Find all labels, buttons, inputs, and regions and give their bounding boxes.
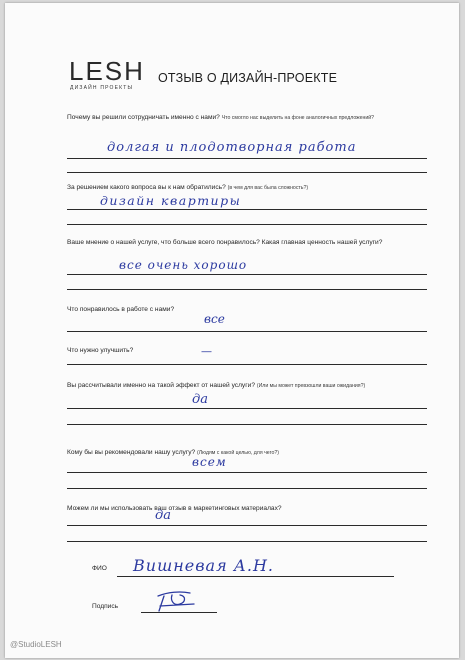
question-6-text: Вы рассчитывали именно на такой эффект от нашей услуги? bbox=[67, 382, 255, 389]
answer-line bbox=[67, 424, 427, 425]
signature-label: Подпись bbox=[92, 603, 119, 610]
answer-3: все очень хорошо bbox=[119, 258, 248, 272]
question-7-hint: (Людям с какой целью, для чего?) bbox=[197, 450, 279, 456]
answer-line bbox=[67, 172, 427, 173]
fio-value: Вишневая А.Н. bbox=[133, 556, 274, 575]
question-2-hint: (в чем для вас была сложность?) bbox=[227, 185, 309, 191]
question-1-hint: Что смогло нас выделить на фоне аналогичных предложений? bbox=[221, 115, 375, 121]
question-7-text: Кому бы вы рекомендовали нашу услугу? bbox=[67, 449, 196, 456]
signature-line bbox=[141, 612, 217, 613]
answer-line bbox=[67, 541, 427, 542]
question-8 bbox=[67, 504, 437, 514]
watermark: @StudioLESH bbox=[10, 640, 62, 649]
question-6-hint: (Или мы может превзошли ваши ожидания?) bbox=[256, 383, 366, 389]
answer-line bbox=[67, 488, 427, 489]
question-5-text: Что нужно улучшить? bbox=[67, 347, 134, 354]
question-1-text: Почему вы решили сотрудничать именно с нами? bbox=[67, 114, 220, 121]
answer-2: дизайн квартиры bbox=[100, 193, 242, 208]
answer-line bbox=[67, 158, 427, 159]
answer-1: долгая и плодотворная работа bbox=[107, 140, 357, 155]
answer-line bbox=[67, 274, 427, 275]
answer-line bbox=[67, 224, 427, 225]
answer-line bbox=[67, 472, 427, 473]
answer-7: всем bbox=[192, 455, 227, 469]
answer-5: — bbox=[201, 345, 212, 358]
answer-line bbox=[67, 525, 427, 526]
answer-6: да bbox=[192, 392, 208, 407]
question-5 bbox=[67, 346, 437, 356]
question-2-text: За решением какого вопроса вы к нам обратились? bbox=[67, 184, 226, 191]
question-1 bbox=[67, 113, 437, 123]
question-3-text: Ваше мнение о нашей услуге, что больше всего понравилось? Какая главная ценность нашей услуги? bbox=[67, 239, 383, 246]
answer-line bbox=[67, 408, 427, 409]
question-7 bbox=[67, 448, 437, 458]
question-4 bbox=[67, 305, 437, 315]
fio-label: ФИО bbox=[92, 565, 107, 572]
brand-logo: LESH bbox=[69, 56, 145, 86]
fio-line bbox=[117, 576, 394, 577]
answer-line bbox=[67, 364, 427, 365]
answer-line bbox=[67, 209, 427, 210]
page-title: ОТЗЫВ О ДИЗАЙН-ПРОЕКТЕ bbox=[158, 71, 338, 85]
answer-line bbox=[67, 289, 427, 290]
answer-line bbox=[67, 331, 427, 332]
question-8-text: Можем ли мы использовать ваш отзыв в маркетинговых материалах? bbox=[67, 505, 282, 512]
question-3 bbox=[67, 238, 437, 248]
signature-scribble bbox=[150, 586, 210, 614]
answer-8: да bbox=[155, 508, 171, 523]
question-6 bbox=[67, 381, 437, 391]
question-4-text: Что понравилось в работе с нами? bbox=[67, 306, 175, 313]
question-2 bbox=[67, 183, 437, 193]
brand-logo-subtitle: ДИЗАЙН ПРОЕКТЫ bbox=[70, 85, 134, 91]
answer-4: все bbox=[204, 312, 225, 326]
